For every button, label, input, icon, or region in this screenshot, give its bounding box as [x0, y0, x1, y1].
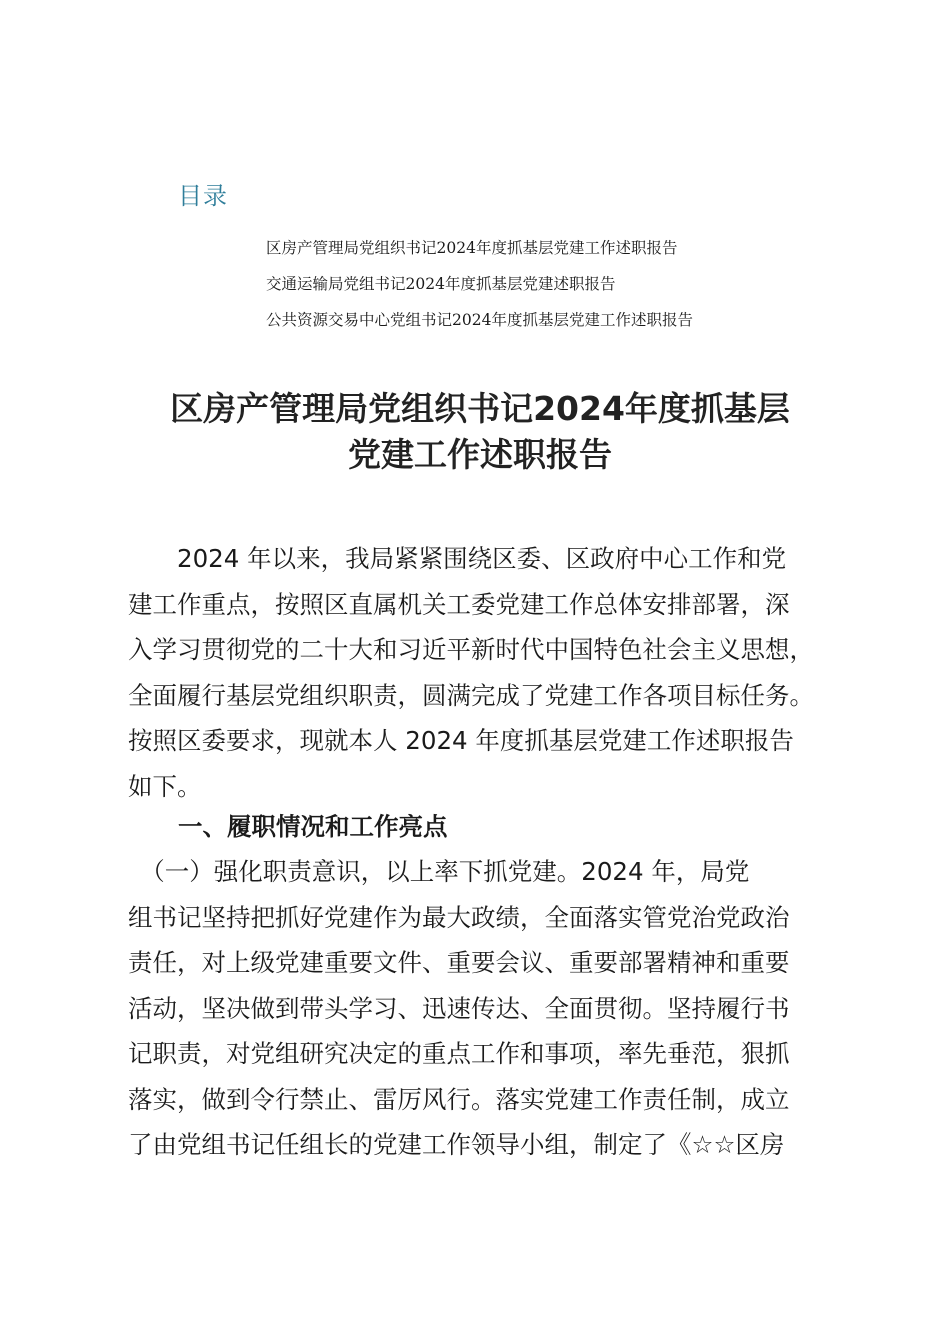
paragraph-line: 如下。: [128, 771, 202, 801]
toc-heading: 目录: [178, 182, 228, 210]
toc-list: [266, 236, 693, 344]
paragraph-line: 组书记坚持把抓好党建作为最大政绩，全面落实管党治党政治: [128, 902, 790, 932]
toc-item[interactable]: 公共资源交易中心党组书记2024年度抓基层党建工作述职报告: [266, 311, 693, 329]
paragraph-line: 全面履行基层党组织职责，圆满完成了党建工作各项目标任务。: [128, 680, 814, 710]
paragraph-line: 活动，坚决做到带头学习、迅速传达、全面贯彻。坚持履行书: [128, 993, 790, 1023]
toc-item[interactable]: 区房产管理局党组织书记2024年度抓基层党建工作述职报告: [266, 239, 678, 257]
paragraph-line: 建工作重点，按照区直属机关工委党建工作总体安排部署，深: [128, 589, 790, 619]
paragraph-line: 责任，对上级党建重要文件、重要会议、重要部署精神和重要: [128, 948, 790, 977]
paragraph-line: 入学习贯彻党的二十大和习近平新时代中国特色社会主义思想，: [128, 635, 814, 664]
paragraph-line: 2024 年以来，我局紧紧围绕区委、区政府中心工作和党: [128, 544, 787, 573]
section-heading: 一、履职情况和工作亮点: [178, 812, 448, 841]
paragraph-line: 了由党组书记任组长的党建工作领导小组，制定了《☆☆区房: [128, 1130, 785, 1159]
intro-paragraph: [128, 536, 838, 809]
document-title-line: 党建工作述职报告: [348, 435, 612, 474]
paragraph-line: 落实，做到令行禁止、雷厉风行。落实党建工作责任制，成立: [128, 1084, 790, 1114]
document-title-line: 区房产管理局党组织书记2024年度抓基层: [170, 389, 790, 428]
section-paragraph: [128, 849, 838, 1168]
paragraph-line: （一）强化职责意识，以上率下抓党建。2024 年，局党: [128, 857, 750, 886]
paragraph-line: 按照区委要求，现就本人 2024 年度抓基层党建工作述职报告: [128, 726, 794, 755]
document-title: [100, 386, 860, 478]
toc-item[interactable]: 交通运输局党组书记2024年度抓基层党建述职报告: [266, 275, 616, 293]
paragraph-line: 记职责，对党组研究决定的重点工作和事项，率先垂范，狠抓: [128, 1039, 790, 1068]
